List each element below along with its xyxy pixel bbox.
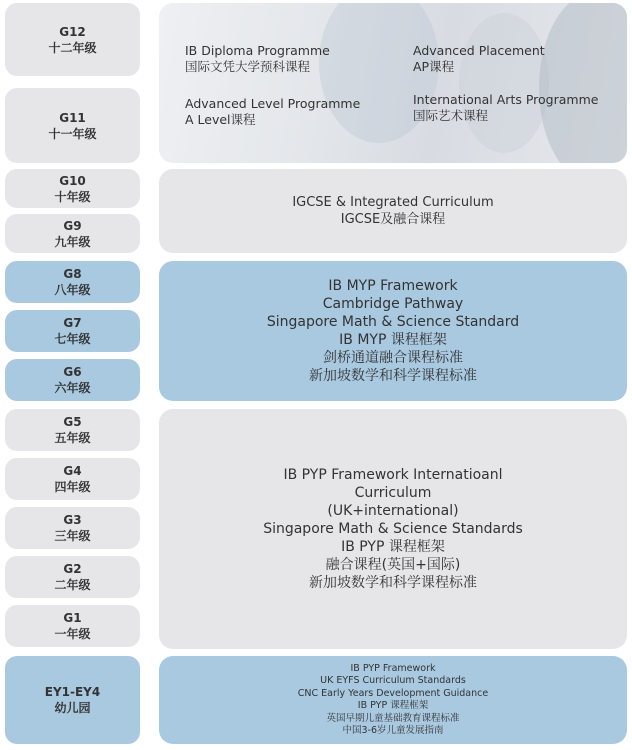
myp-line: Singapore Math & Science Standard: [266, 314, 520, 330]
pyp-panel: [159, 409, 627, 649]
grade-g5: [5, 409, 140, 451]
hs-program-arts: [413, 92, 598, 124]
grade-g4: [5, 458, 140, 500]
grade-code: G9: [63, 218, 82, 233]
grade-code: G2: [63, 562, 82, 576]
program-en: Advanced Level Programme: [185, 96, 361, 111]
program-en: IB Diploma Programme: [185, 43, 330, 58]
hs-program-a-level: [185, 96, 360, 128]
hs-program-ib-diploma: [185, 43, 330, 75]
grade-code: G8: [63, 267, 82, 281]
grade-name: 幼儿园: [54, 701, 91, 715]
program-cn: 国际艺术课程: [413, 108, 489, 123]
myp-line: Cambridge Pathway: [322, 296, 464, 312]
pyp-line: IB PYP Framework Internatioanl: [283, 467, 503, 483]
grade-code: G6: [63, 365, 82, 379]
grade-name: 二年级: [54, 578, 91, 592]
grade-name: 四年级: [54, 480, 91, 494]
grade-g9: [5, 214, 140, 253]
grade-code: G11: [59, 110, 86, 125]
high-school-panel: [159, 3, 627, 163]
grade-code: EY1-EY4: [44, 685, 101, 699]
igcse-panel: [159, 169, 627, 253]
myp-panel: [159, 261, 627, 401]
grade-name: 三年级: [54, 529, 91, 543]
photo-figure: [459, 13, 549, 153]
grade-code: G4: [63, 464, 82, 478]
hs-program-ap: [413, 43, 545, 75]
pyp-line: (UK+international): [327, 503, 459, 519]
pyp-line: 融合课程(英国+国际): [325, 557, 461, 573]
program-en: International Arts Programme: [413, 92, 599, 107]
grade-name: 六年级: [54, 381, 91, 395]
grade-code: G5: [63, 415, 82, 429]
grade-g11: [5, 88, 140, 163]
myp-line: IB MYP Framework: [328, 278, 458, 294]
grade-code: G1: [63, 611, 82, 625]
pyp-line: Singapore Math & Science Standards: [263, 521, 523, 537]
grade-name: 一年级: [54, 627, 91, 641]
grade-g10: [5, 169, 140, 208]
grade-name: 十二年级: [48, 40, 97, 55]
pyp-line: Curriculum: [354, 485, 432, 501]
grade-name: 十年级: [54, 189, 91, 204]
program-cn: 国际文凭大学预科课程: [185, 59, 311, 74]
grade-g3: [5, 507, 140, 549]
grade-code: G12: [59, 24, 86, 39]
grade-name: 五年级: [54, 431, 91, 445]
grade-g7: [5, 310, 140, 352]
early-years-panel: [159, 656, 627, 744]
myp-line: 剑桥通道融合课程标准: [323, 350, 463, 366]
program-en: Advanced Placement: [413, 43, 545, 58]
grade-name: 八年级: [54, 283, 91, 297]
myp-line: IB MYP 课程框架: [339, 332, 447, 348]
pyp-line: 新加坡数学和科学课程标准: [309, 575, 477, 591]
igcse-line: IGCSE及融合课程: [340, 212, 446, 227]
grade-ey: [5, 656, 140, 744]
program-cn: AP课程: [413, 59, 455, 74]
ey-line: IB PYP 课程框架: [357, 700, 429, 711]
grade-g6: [5, 359, 140, 401]
grade-name: 七年级: [54, 332, 91, 346]
grade-g2: [5, 556, 140, 598]
ey-line: UK EYFS Curriculum Standards: [320, 675, 466, 686]
photo-figure: [539, 3, 627, 163]
grade-code: G10: [59, 173, 86, 188]
pyp-line: IB PYP 课程框架: [341, 539, 445, 555]
program-cn: A Level课程: [185, 112, 256, 127]
grade-g12: [5, 3, 140, 76]
igcse-line: IGCSE & Integrated Curriculum: [292, 195, 494, 210]
grade-name: 十一年级: [48, 126, 97, 141]
grade-g1: [5, 605, 140, 647]
myp-line: 新加坡数学和科学课程标准: [309, 368, 477, 384]
ey-line: IB PYP Framework: [350, 662, 436, 674]
ey-line: 英国早期儿童基础教育课程标准: [326, 712, 460, 724]
ey-line: 中国3-6岁儿童发展指南: [342, 725, 444, 736]
grade-code: G7: [63, 316, 82, 330]
grade-code: G3: [63, 513, 82, 527]
ey-line: CNC Early Years Development Guidance: [297, 687, 489, 699]
grade-g8: [5, 261, 140, 303]
grade-name: 九年级: [54, 234, 91, 249]
